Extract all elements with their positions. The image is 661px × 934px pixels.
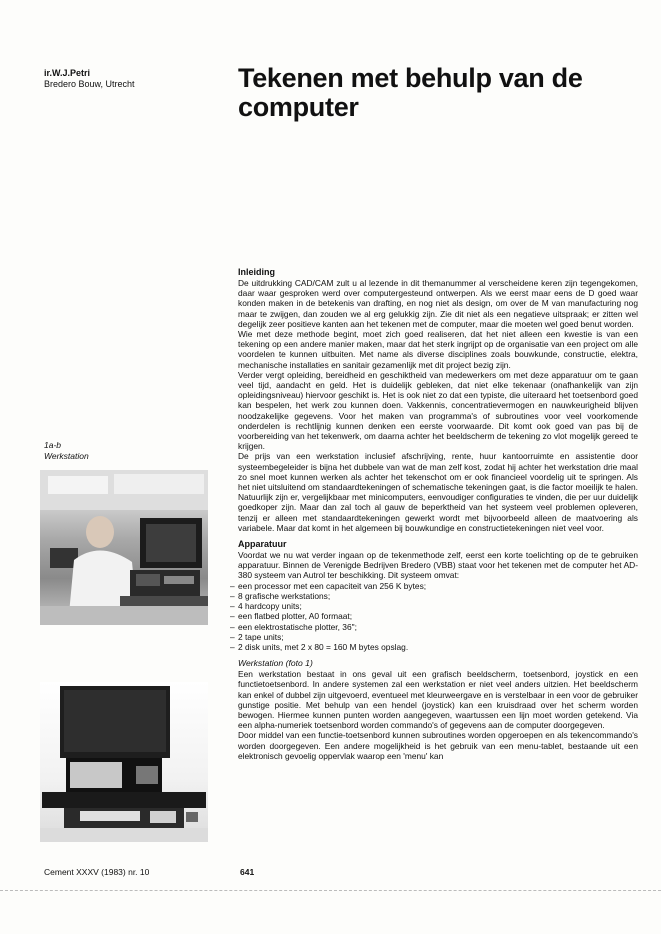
paragraph: Door middel van een functie-toetsenbord kunnen subroutines worden opgeroepen en als tekencommando's worden doorgegeven. Een andere mogelijkheid is het gebruik van een menu-tablet, bestaande uit een elektronisch gevoelig oppervlak waarop een 'menu' kan (238, 730, 638, 761)
author-affiliation: Bredero Bouw, Utrecht (44, 79, 135, 89)
photo-workstation-equipment (40, 682, 208, 842)
page-number: 641 (240, 867, 255, 877)
list-item: – een elektrostatische plotter, 36"; (238, 622, 638, 632)
list-item: – 4 hardcopy units; (238, 601, 638, 611)
figure-caption-text: Werkstation (44, 451, 89, 461)
list-item: – 2 tape units; (238, 632, 638, 642)
article-body (238, 267, 638, 761)
section-heading-inleiding: Inleiding (238, 267, 275, 277)
figure-number: 1a-b (44, 440, 62, 450)
list-item: – 2 disk units, met 2 x 80 = 160 M bytes opslag. (238, 642, 638, 652)
paragraph: De prijs van een werkstation inclusief afschrijving, rente, huur kantoorruimte en assistentie door systeembegeleider is bijna het dubbele van wat de man zelf kost, zodat hij achter het werkstation drie maal zo snel moet kunnen werken als achter het tekenschot om er ook financieel voordelig uit te springen. Als het niet uitsluitend om standaardtekeningen of schematische tekeningen gaat, is die factor moeilijk te halen. Natuurlijk zijn er, vergelijkbaar met minicomputers, eenvoudiger configuraties te vinden, die per uur duidelijk goedkoper zijn. Maar dan zal toch al gauw de beperktheid van het systeem veel problemen opleveren, tenzij er alleen met standaardtekeningen gewerkt wordt met bijvoorbeeld alleen de maatvoering als variabele. Maar dat komt in het algemeen bij bouwkundige en constructietekeningen niet veel voor. (238, 451, 638, 533)
list-item: – een flatbed plotter, A0 formaat; (238, 611, 638, 621)
author-block (44, 68, 135, 90)
list-item: – een processor met een capaciteit van 256 K bytes; (238, 581, 638, 591)
equipment-list (238, 581, 638, 652)
section-heading-werkstation: Werkstation (foto 1) (238, 658, 313, 669)
figure-caption (44, 440, 89, 462)
journal-reference: Cement XXXV (1983) nr. 10 (44, 867, 150, 877)
photo-workstation-operator (40, 470, 208, 625)
author-name: ir.W.J.Petri (44, 68, 91, 78)
list-item: – 8 grafische werkstations; (238, 591, 638, 601)
paragraph: Voordat we nu wat verder ingaan op de tekenmethode zelf, eerst een korte toelichting op de te gebruiken apparatuur. Binnen de Verenigde Bedrijven Bredero (VBB) staat voor het tekenen met de computer het AD-380 systeem van Autrol ter beschikking. Dit systeem omvat: (238, 550, 638, 581)
paragraph: Wie met deze methode begint, moet zich goed realiseren, dat het niet alleen een kwestie is van een tekening op een andere manier maken, maar dat het sterk ingrijpt op de organisatie van een project om alle voordelen te kunnen uitbuiten. Met name als diverse disciplines zoals bouwkunde, constructie, elektra, mechanische installaties en sanitair gezamenlijk met dit project bezig zijn. (238, 329, 638, 370)
article-title: Tekenen met behulp van de computer (238, 63, 583, 122)
paragraph: Verder vergt opleiding, bereidheid en geschiktheid van medewerkers om met deze apparatuur om te gaan veel tijd, aandacht en geld. Het is duidelijk gebleken, dat niet elke tekenaar (onafhankelijk van zijn opleidingsniveau) hiervoor geschikt is. Het is ook niet zo dat een typiste, die uiteraard het toetsenbord goed kan bespelen, het werk zou kunnen doen. Vakkennis, concentratievermogen en nauwkeurigheid blijven noodzakelijke gegevens. Voor het maken van programma's of subroutines voor veel voorkomende onderdelen is rechtlijnig kunnen denken een eerste voorwaarde. Dit komt ook goed van pas bij de voorbereiding van het tekenwerk, om daarna achter het beeldscherm de tekening zo vlot mogelijk gereed te krijgen. (238, 369, 638, 452)
section-heading-apparatuur: Apparatuur (238, 539, 287, 550)
page-edge-rule (0, 890, 661, 891)
paragraph: De uitdrukking CAD/CAM zult u al lezende in dit themanummer al verscheidene keren zijn tegengekomen, daar waar gesproken werd over computergesteund ontwerpen. Als we eerst maar eens de D goed waar konden maken in de betekenis van drafting, en nog niet als design, om over de M van manufacturing nog maar te zwijgen, dan zouden we al erg gelukkig zijn. Zie dit niet als een negatieve uitspraak; er zitten wel degelijk zeer positieve kanten aan het tekenen met de computer, maar die moeten wel goed benut worden. (238, 278, 638, 329)
paragraph: Een werkstation bestaat in ons geval uit een grafisch beeldscherm, toetsenbord, joystick en een functietoetsenbord. In andere systemen zal een werkstation er niet veel anders uitzien. Het beeldscherm kan enkel of dubbel zijn uitgevoerd, eventueel met kleurweergave en is verstelbaar in een voor de gebruiker gunstige positie. Met behulp van een hendel (joystick) kan een kruisdraad over het scherm worden bewogen. Hiermee kunnen punten worden aangegeven, waartussen een lijn moet worden getekend. Via een alpha-numeriek toetsenbord worden commando's of gegevens aan de computer doorgegeven. (238, 669, 638, 731)
